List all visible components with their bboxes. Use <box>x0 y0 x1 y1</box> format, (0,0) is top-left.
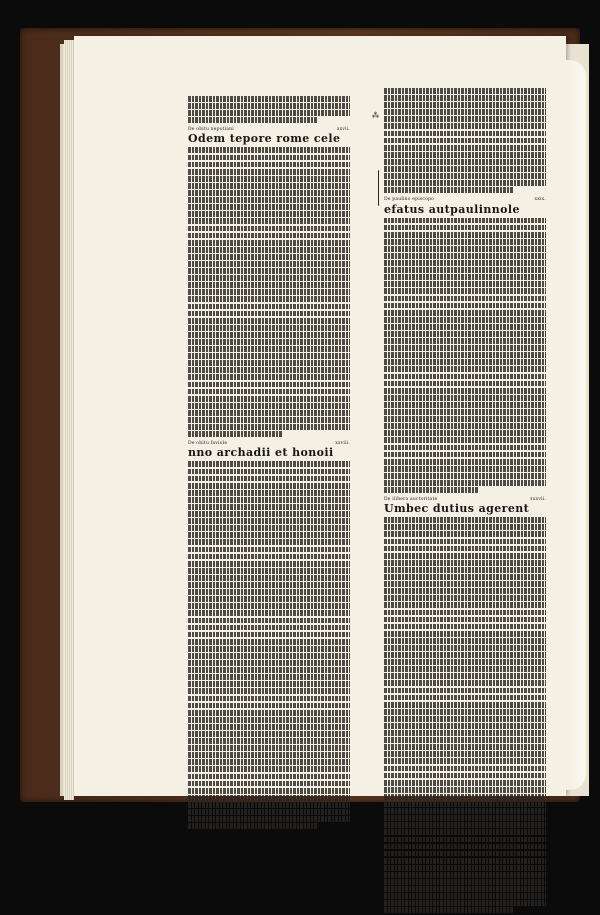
section-rubric: De ilibera auctoritate xxxvii. <box>384 496 546 502</box>
section-number: xxviii. <box>335 441 350 447</box>
section-number: xxvii. <box>336 127 350 133</box>
text-block <box>188 461 350 829</box>
section-heading: efatus autpaulinnole <box>384 203 520 216</box>
facing-page-edge <box>566 60 586 790</box>
text-block <box>188 147 350 437</box>
section-rubric: De obitu nepotiani xxvii. <box>188 127 350 133</box>
section-number: xxix. <box>534 197 546 203</box>
section-rubric: De obitu faviole xxviii. <box>188 441 350 447</box>
text-block <box>384 218 546 493</box>
right-text-column <box>384 88 546 915</box>
page-edges <box>64 40 74 800</box>
section-heading: Odem tepore rome cele <box>188 133 341 146</box>
text-block <box>384 88 546 193</box>
margin-marker: ⁂ <box>372 112 379 120</box>
text-block <box>188 96 350 123</box>
section-number: xxxvii. <box>530 496 546 502</box>
section-rubric: De paulino episcopo xxix. <box>384 197 546 203</box>
margin-brace <box>378 170 381 206</box>
section-heading: Umbec dutius agerent <box>384 503 530 516</box>
text-block <box>384 517 546 913</box>
left-text-column <box>188 96 350 830</box>
section-heading: nno archadii et honoii <box>188 447 334 460</box>
